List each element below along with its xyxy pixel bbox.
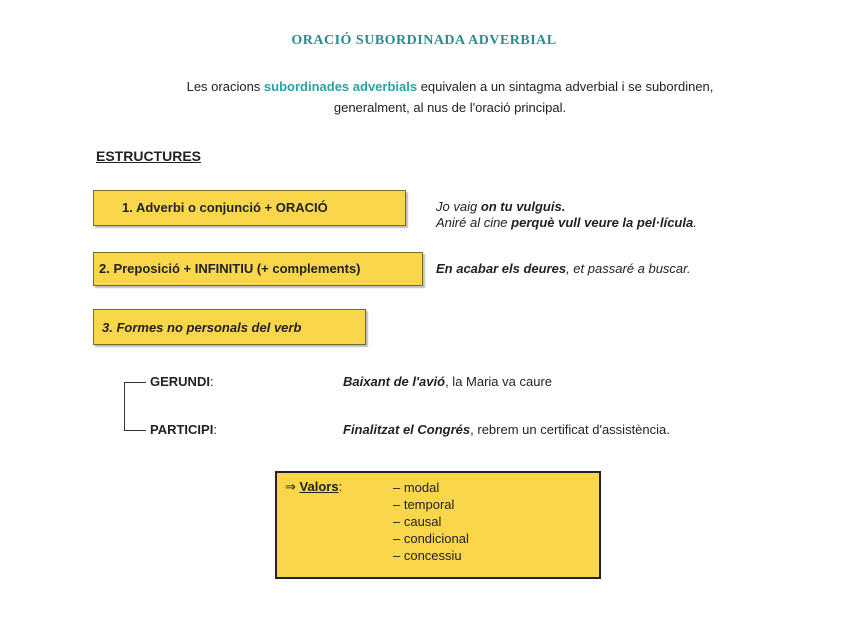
value-text: condicional [403, 531, 469, 546]
structure-1-box [93, 190, 406, 226]
example-bold: perquè vull veure la pel·lícula [511, 215, 694, 230]
intro-text-after: equivalen a un sintagma adverbial i se subordinen, [417, 79, 714, 94]
structure-1-examples [436, 199, 697, 231]
list-item: – temporal [393, 497, 455, 512]
label-text: PARTICIPI [150, 422, 214, 437]
example-text: Aniré al cine [436, 215, 512, 230]
intro-text-before: Les oracions [186, 79, 264, 94]
intro-paragraph [100, 76, 800, 118]
example-text: , et passaré a buscar. [566, 261, 691, 276]
list-item: – modal [393, 480, 440, 495]
list-item: – causal [393, 514, 442, 529]
values-colon: : [338, 479, 343, 494]
value-text: concessiu [403, 548, 462, 563]
example-bold: on tu vulguis. [480, 199, 566, 214]
bracket-tick-top [124, 382, 146, 383]
page-title: ORACIÓ SUBORDINADA ADVERBIAL [291, 33, 557, 48]
example-text: , rebrem un certificat d'assistència. [470, 422, 670, 437]
value-text: temporal [403, 497, 455, 512]
structure-2-example [436, 261, 691, 277]
list-item: – concessiu [393, 548, 462, 563]
participi-label [150, 422, 217, 437]
arrow-right-icon: ⇒ [285, 479, 296, 494]
structure-1-label: 1. Adverbi o conjunció + ORACIÓ [122, 200, 328, 215]
label-colon: : [209, 374, 214, 389]
structure-2-label: 2. Preposició + INFINITIU (+ complements) [99, 261, 361, 276]
value-text: causal [403, 514, 442, 529]
values-label-text: Valors [299, 479, 339, 494]
bracket-tick-bottom [124, 430, 146, 431]
intro-highlight: subordinades adverbials [263, 79, 418, 94]
structure-1-example-1 [436, 199, 697, 215]
structure-1-example-2 [436, 215, 697, 231]
example-text: . [693, 215, 697, 230]
values-label [285, 479, 342, 495]
label-colon: : [213, 422, 217, 437]
intro-line-2: generalment, al nus de l'oració principal. [333, 100, 567, 115]
structure-3-box [93, 309, 366, 345]
section-title: ESTRUCTURES [96, 148, 202, 164]
example-bold: En acabar els deures [436, 261, 567, 276]
structure-3-label: 3. Formes no personals del verb [102, 320, 302, 335]
example-bold: Finalitzat el Congrés [343, 422, 471, 437]
list-item: – condicional [393, 531, 469, 546]
values-box [275, 471, 601, 579]
bracket-line [124, 382, 125, 430]
value-text: modal [403, 480, 440, 495]
example-text: , la Maria va caure [445, 374, 553, 389]
structure-2-box [93, 252, 423, 286]
gerundi-example [343, 374, 552, 389]
example-text: Jo vaig [436, 199, 481, 214]
values-list [393, 479, 469, 564]
label-text: GERUNDI [150, 374, 210, 389]
gerundi-label [150, 374, 214, 389]
example-bold: Baixant de l'avió [343, 374, 446, 389]
participi-example [343, 422, 670, 437]
